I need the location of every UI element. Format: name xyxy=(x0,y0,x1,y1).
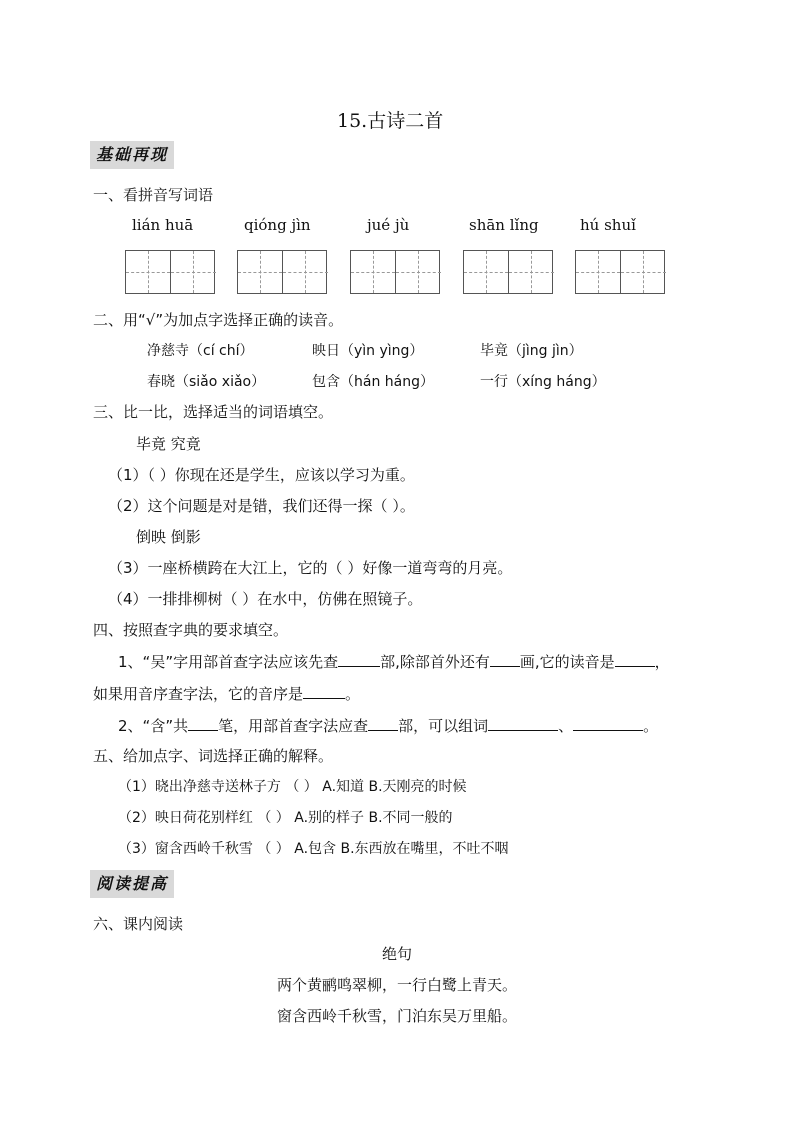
q4-line-1 xyxy=(118,651,670,672)
q4-text: 画,它的读音是 xyxy=(519,653,615,671)
q5-heading: 五、给加点字、词选择正确的解释。 xyxy=(93,747,334,765)
pinyin-4: shān lǐng xyxy=(469,216,539,234)
reading-choice[interactable]: 春晓（siǎo xiǎo） xyxy=(147,374,266,390)
section-header-reading: 阅读提高 xyxy=(90,870,174,898)
q4-text: 部,除部首外还有 xyxy=(380,653,490,671)
q4-heading: 四、按照查字典的要求填空。 xyxy=(93,621,289,639)
pinyin-5: hú shuǐ xyxy=(580,216,636,234)
reading-choice[interactable]: 净慈寺（cí chí） xyxy=(147,343,254,359)
writing-grid[interactable] xyxy=(463,250,553,294)
q5-sentence-3: （3）窗含西岭千秋雪 （ ） A.包含 B.东西放在嘴里，不吐不咽 xyxy=(118,841,509,857)
pinyin-2: qióng jìn xyxy=(244,216,311,234)
q3-sentence-4: （4）一排排柳树（ ）在水中，仿佛在照镜子。 xyxy=(108,590,423,608)
q4-text: 、 xyxy=(558,717,574,735)
q3-word-pair-2: 倒映 倒影 xyxy=(136,528,201,546)
answer-blank[interactable] xyxy=(573,716,643,731)
answer-blank[interactable] xyxy=(338,652,380,667)
q4-text: 。 xyxy=(345,685,361,703)
q4-text: 2、“含”共 xyxy=(118,717,189,735)
q3-word-pair-1: 毕竟 究竟 xyxy=(136,435,201,453)
reading-choice[interactable]: 映日（yìn yìng） xyxy=(312,343,424,359)
q4-text: 笔，用部首查字法应查 xyxy=(218,717,369,735)
q3-sentence-2: （2）这个问题是对是错，我们还得一探（ ）。 xyxy=(108,497,415,515)
q4-line-3 xyxy=(118,715,658,736)
q5-sentence-1: （1）晓出净慈寺送林子方 （ ） A.知道 B.天刚亮的时候 xyxy=(118,779,467,795)
q4-text: 部，可以组词 xyxy=(398,717,489,735)
answer-blank[interactable] xyxy=(368,716,398,731)
q6-heading: 六、课内阅读 xyxy=(93,915,184,933)
poem-line-2: 窗含西岭千秋雪，门泊东吴万里船。 xyxy=(276,1007,517,1025)
q4-text: 如果用音序查字法，它的音序是 xyxy=(93,685,304,703)
answer-blank[interactable] xyxy=(188,716,218,731)
writing-grid[interactable] xyxy=(125,250,215,294)
q3-sentence-1: （1）（ ）你现在还是学生，应该以学习为重。 xyxy=(108,466,415,484)
q4-text: 1、“吴”字用部首查字法应该先查 xyxy=(118,653,339,671)
reading-choice[interactable]: 毕竟（jìng jìn） xyxy=(480,343,583,359)
poem-line-1: 两个黄鹂鸣翠柳，一行白鹭上青天。 xyxy=(276,976,517,994)
page-title: 15.古诗二首 xyxy=(337,110,444,132)
writing-grid[interactable] xyxy=(237,250,327,294)
answer-blank[interactable] xyxy=(490,652,520,667)
reading-choice[interactable]: 包含（hán háng） xyxy=(312,374,434,390)
q3-heading: 三、比一比，选择适当的词语填空。 xyxy=(93,403,334,421)
reading-choice[interactable]: 一行（xíng háng） xyxy=(480,374,606,390)
q1-heading: 一、看拼音写词语 xyxy=(93,186,214,204)
q4-line-2 xyxy=(93,683,360,704)
q4-text: ， xyxy=(654,653,670,671)
pinyin-3: jué jù xyxy=(367,216,410,234)
q5-sentence-2: （2）映日荷花别样红 （ ） A.别的样子 B.不同一般的 xyxy=(118,810,453,826)
answer-blank[interactable] xyxy=(303,684,345,699)
answer-blank[interactable] xyxy=(488,716,558,731)
q2-heading: 二、用“√”为加点字选择正确的读音。 xyxy=(93,311,344,329)
section-header-basics: 基础再现 xyxy=(90,141,174,169)
pinyin-1: lián huā xyxy=(132,216,194,234)
answer-blank[interactable] xyxy=(615,652,655,667)
q4-text: 。 xyxy=(643,717,659,735)
writing-grid[interactable] xyxy=(350,250,440,294)
writing-grid[interactable] xyxy=(575,250,665,294)
poem-title: 绝句 xyxy=(381,945,412,963)
q3-sentence-3: （3）一座桥横跨在大江上，它的（ ）好像一道弯弯的月亮。 xyxy=(108,559,513,577)
